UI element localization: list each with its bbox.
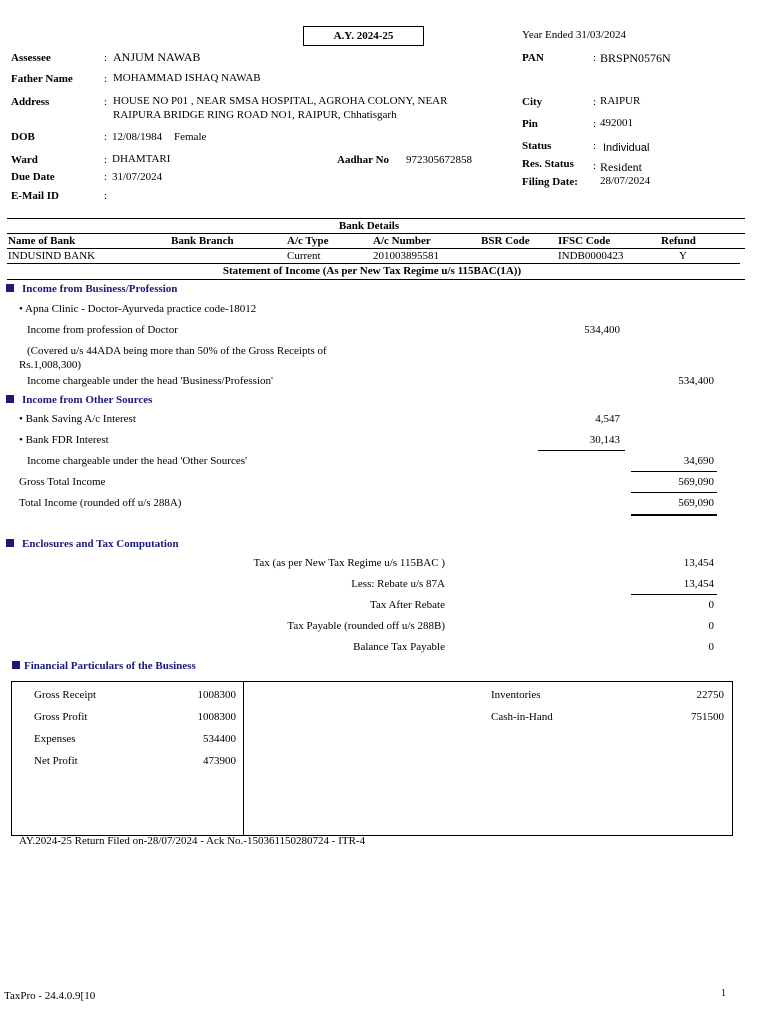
divider — [7, 263, 740, 264]
bank-row-number: 201003895581 — [373, 250, 439, 262]
business-chargeable-value: 534,400 — [678, 375, 714, 387]
res-status-label: Res. Status — [522, 158, 574, 170]
ward-value: DHAMTARI — [112, 153, 171, 165]
due-date-label: Due Date — [11, 171, 55, 183]
aadhar-label: Aadhar No — [337, 154, 390, 166]
square-bullet-icon — [12, 661, 20, 669]
subtotal-rule — [538, 450, 625, 451]
financial-left-value: 1008300 — [197, 689, 236, 701]
financial-box — [11, 681, 733, 836]
tax-row-value: 13,454 — [683, 578, 714, 590]
bank-details-title: Bank Details — [338, 220, 400, 232]
bank-header-type: A/c Type — [287, 235, 329, 247]
square-bullet-icon — [6, 539, 14, 547]
page-number: 1 — [721, 988, 726, 999]
return-filed-note: AY.2024-25 Return Filed on-28/07/2024 - Ack No.-150361150280724 - ITR-4 — [19, 835, 366, 847]
business-note-line-2: Rs.1,008,300) — [19, 359, 82, 371]
tax-row-value: 0 — [708, 599, 714, 611]
bank-header-branch: Bank Branch — [171, 235, 234, 247]
tax-row-value: 13,454 — [683, 557, 714, 569]
financial-left-value: 534400 — [203, 733, 236, 745]
tax-row-value: 0 — [708, 620, 714, 632]
other-chargeable-label: Income chargeable under the head 'Other Sources' — [27, 455, 247, 467]
city-value: RAIPUR — [600, 95, 641, 107]
colon: : — [104, 73, 108, 85]
square-bullet-icon — [6, 395, 14, 403]
business-income-value: 534,400 — [584, 324, 620, 336]
father-name: MOHAMMAD ISHAQ NAWAB — [113, 72, 261, 84]
address-line-1: HOUSE NO P01 , NEAR SMSA HOSPITAL, AGROHA COLONY, NEAR — [113, 95, 448, 107]
other-item-value: 4,547 — [595, 413, 620, 425]
pan-label: PAN — [522, 52, 544, 64]
address-label: Address — [11, 96, 50, 108]
financial-heading — [12, 660, 196, 672]
assessee-name: ANJUM NAWAB — [113, 50, 201, 64]
status-label: Status — [522, 140, 552, 152]
colon: : — [593, 160, 597, 172]
financial-right-value: 751500 — [691, 711, 724, 723]
financial-left-label: Gross Receipt — [34, 689, 97, 701]
bank-header-refund: Refund — [661, 235, 696, 247]
gross-total-value: 569,090 — [678, 476, 714, 488]
square-bullet-icon — [6, 284, 14, 292]
bank-row-refund: Y — [679, 250, 687, 262]
financial-left-label: Gross Profit — [34, 711, 88, 723]
pin-label: Pin — [522, 118, 538, 130]
colon: : — [104, 171, 108, 183]
dob-label: DOB — [11, 131, 35, 143]
financial-right-label: Cash-in-Hand — [491, 711, 553, 723]
financial-left-value: 473900 — [203, 755, 236, 767]
city-label: City — [522, 96, 543, 108]
status-value: Individual — [603, 142, 650, 154]
financial-left-value: 1008300 — [197, 711, 236, 723]
business-heading-text: Income from Business/Profession — [22, 283, 178, 295]
other-sources-heading-text: Income from Other Sources — [22, 394, 153, 406]
pin-value: 492001 — [600, 117, 633, 129]
financial-left-label: Expenses — [34, 733, 76, 745]
other-sources-heading — [6, 394, 152, 406]
software-version: TaxPro - 24.4.0.9[10 — [4, 990, 96, 1002]
business-income-label: Income from profession of Doctor — [27, 324, 178, 336]
filing-date-value: 28/07/2024 — [600, 175, 651, 187]
bank-row-ifsc: INDB0000423 — [558, 250, 624, 262]
financial-left-label: Net Profit — [34, 755, 78, 767]
double-rule — [631, 514, 717, 516]
tax-heading-text: Enclosures and Tax Computation — [22, 538, 179, 550]
colon: : — [593, 118, 597, 130]
other-item-label: • Bank Saving A/c Interest — [19, 413, 136, 425]
aadhar-value: 972305672858 — [406, 154, 472, 166]
tax-row-label: Tax (as per New Tax Regime u/s 115BAC ) — [253, 557, 445, 569]
father-name-label: Father Name — [11, 73, 73, 85]
divider — [7, 233, 745, 234]
other-item-value: 30,143 — [589, 434, 620, 446]
tax-row-value: 0 — [708, 641, 714, 653]
bank-header-ifsc: IFSC Code — [558, 235, 611, 247]
pan-value: BRSPN0576N — [600, 51, 671, 65]
bank-header-bsr: BSR Code — [481, 235, 530, 247]
filing-date-label: Filing Date: — [522, 176, 578, 188]
financial-right-value: 22750 — [696, 689, 724, 701]
subtotal-rule — [631, 492, 717, 493]
bank-row-name: INDUSIND BANK — [8, 250, 96, 262]
tax-row-label: Tax Payable (rounded off u/s 288B) — [287, 620, 445, 632]
financial-box-divider — [243, 681, 244, 835]
financial-heading-text: Financial Particulars of the Business — [24, 660, 196, 672]
business-chargeable-label: Income chargeable under the head 'Business/Profession' — [27, 375, 273, 387]
colon: : — [104, 154, 108, 166]
colon: : — [104, 190, 108, 202]
bank-header-number: A/c Number — [373, 235, 431, 247]
other-chargeable-value: 34,690 — [683, 455, 714, 467]
statement-title: Statement of Income (As per New Tax Regime u/s 115BAC(1A)) — [222, 265, 522, 277]
address-line-2: RAIPURA BRIDGE RING ROAD NO1, RAIPUR, Chhatisgarh — [113, 109, 397, 121]
dob-value: 12/08/1984 — [112, 131, 163, 143]
financial-right-label: Inventories — [491, 689, 541, 701]
tax-row-label: Tax After Rebate — [370, 599, 445, 611]
assessee-label: Assessee — [11, 52, 51, 64]
res-status-value: Resident — [600, 160, 642, 174]
bank-row-type: Current — [287, 250, 321, 262]
bank-header-name: Name of Bank — [8, 235, 76, 247]
year-ended: Year Ended 31/03/2024 — [522, 29, 626, 41]
colon: : — [104, 96, 108, 108]
assessment-year-box: A.Y. 2024-25 — [303, 26, 424, 46]
subtotal-rule — [631, 594, 717, 595]
ward-label: Ward — [11, 154, 38, 166]
tax-row-label: Less: Rebate u/s 87A — [351, 578, 445, 590]
colon: : — [593, 140, 597, 152]
colon: : — [104, 131, 108, 143]
due-date-value: 31/07/2024 — [112, 171, 163, 183]
business-item: • Apna Clinic - Doctor-Ayurveda practice code-18012 — [19, 303, 257, 315]
total-income-label: Total Income (rounded off u/s 288A) — [19, 497, 182, 509]
gender-value: Female — [174, 131, 207, 143]
tax-heading — [6, 538, 179, 550]
colon: : — [593, 52, 597, 64]
divider — [7, 218, 745, 219]
gross-total-label: Gross Total Income — [19, 476, 106, 488]
email-label: E-Mail ID — [11, 190, 59, 202]
business-heading — [6, 283, 177, 295]
divider — [7, 279, 745, 280]
colon: : — [593, 96, 597, 108]
business-note-line-1: (Covered u/s 44ADA being more than 50% of the Gross Receipts of — [27, 345, 327, 357]
other-item-label: • Bank FDR Interest — [19, 434, 109, 446]
divider — [7, 248, 745, 249]
colon: : — [104, 52, 108, 64]
tax-row-label: Balance Tax Payable — [353, 641, 445, 653]
subtotal-rule — [631, 471, 717, 472]
total-income-value: 569,090 — [678, 497, 714, 509]
